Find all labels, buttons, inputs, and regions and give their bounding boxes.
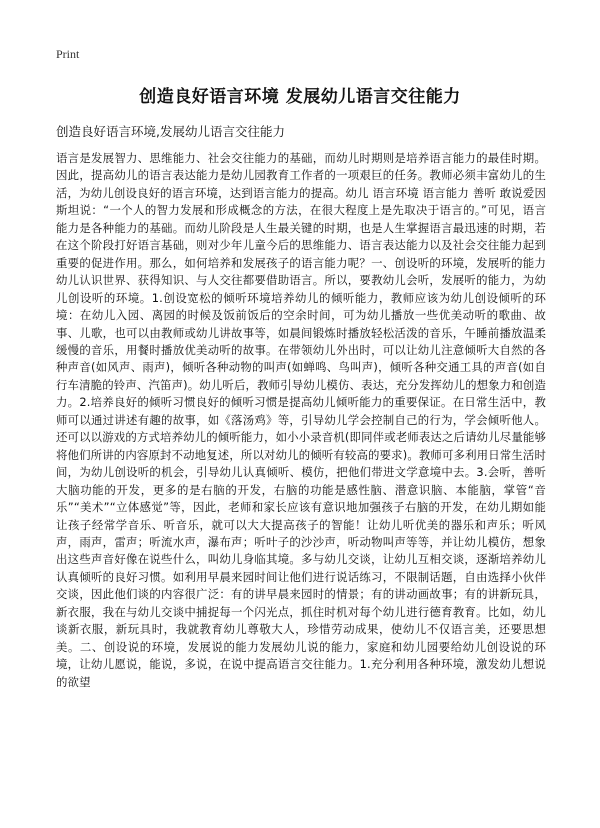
document-title: 创造良好语言环境 发展幼儿语言交往能力 [139,87,461,107]
document-subtitle: 创造良好语言环境,发展幼儿语言交往能力 [56,124,285,139]
print-link[interactable]: Print [56,47,80,61]
document-body: 语言是发展智力、思维能力、社会交往能力的基础，而幼儿时期则是培养语言能力的最佳时期。因此，提高幼儿的语言表达能力是幼儿园教育工作者的一项艰巨的任务。教师必须丰富幼儿的生活，为幼儿创设良好的语言环境，达到语言能力的提高。幼儿 语言环境 语言能力 善听 敢说爱因斯坦说：“一个人的智力发展和形成概念的方法，在很大程度上是先取决于语言的。”可见，语言能力是各种能力的基础。而幼儿阶段是人生最关键的时期，也是人生掌握语言最迅速的时期，若在这个阶段打好语言基础，则对少年儿童今后的思维能力、语言表达能力以及社会交往能力起到重要的促进作用。那么，如何培养和发展孩子的语言能力呢？一、创设听的环境，发展听的能力幼儿认识世界、获得知识、与人交往都要借助语言。所以，要教幼儿会听，发展听的能力，为幼儿创设听的环境。1.创设宽松的倾听环境培养幼儿的倾听能力，教师应该为幼儿创设倾听的环境：在幼儿入园、离园的时候及饭前饭后的空余时间，可为幼儿播放一些优美动听的歌曲、故事、儿歌，也可以由教师或幼儿讲故事等，如晨间锻炼时播放轻松活泼的音乐，午睡前播放温柔缓慢的音乐，用餐时播放优美动听的故事。在带领幼儿外出时，可以让幼儿注意倾听大自然的各种声音(如风声、雨声)，倾听各种动物的叫声(如蝉鸣、鸟叫声)，倾听各种交通工具的声音(如自行车清脆的铃声、汽笛声)。幼儿听后，教师引导幼儿模仿、表达，充分发挥幼儿的想象力和创造力。2.培养良好的倾听习惯良好的倾听习惯是提高幼儿倾听能力的重要保证。在日常生活中，教师可以通过讲述有趣的故事，如《落汤鸡》等，引导幼儿学会控制自己的行为，学会倾听他人。还可以以游戏的方式培养幼儿的倾听能力，如小小录音机(即同伴或老师表达之后请幼儿尽量能够将他们所讲的内容原封不动地复述，所以对幼儿的倾听有较高的要求)。教师可多利用日常生活时间，为幼儿创设听的机会，引导幼儿认真倾听、模仿，把他们带进文学意境中去。3.会听，善听大脑功能的开发，更多的是右脑的开发，右脑的功能是感性脑、潜意识脑、本能脑，掌管“音乐”“美术”“立体感觉”等，因此，老师和家长应该有意识地加强孩子右脑的开发，在幼儿期如能让孩子经常学音乐、听音乐，就可以大大提高孩子的智能！让幼儿听优美的器乐和声乐；听风声，雨声，雷声；听流水声，瀑布声；听叶子的沙沙声，听动物叫声等等，并让幼儿模仿，想象出这些声音好像在说些什么，叫幼儿身临其境。多与幼儿交谈，让幼儿互相交谈，逐渐培养幼儿认真倾听的良好习惯。如利用早晨来园时间让他们进行说话练习，不限制话题，自由选择小伙伴交谈，因此他们谈的内容很广泛：有的讲早晨来园时的情景；有的讲动画故事；有的讲新玩具，新衣服，我在与幼儿交谈中捕捉每一个闪光点，抓住时机对每个幼儿进行德育教育。比如，幼儿谈新衣服，新玩具时，我就教育幼儿尊敬大人，珍惜劳动成果，使幼儿不仅语言美，还要思想美。二、创设说的环境，发展说的能力发展幼儿说的能力，家庭和幼儿园要给幼儿创设说的环境，让幼儿愿说，能说，多说，在说中提高语言交往能力。1.充分利用各种环境，激发幼儿想说的欲望 [56,151,546,689]
